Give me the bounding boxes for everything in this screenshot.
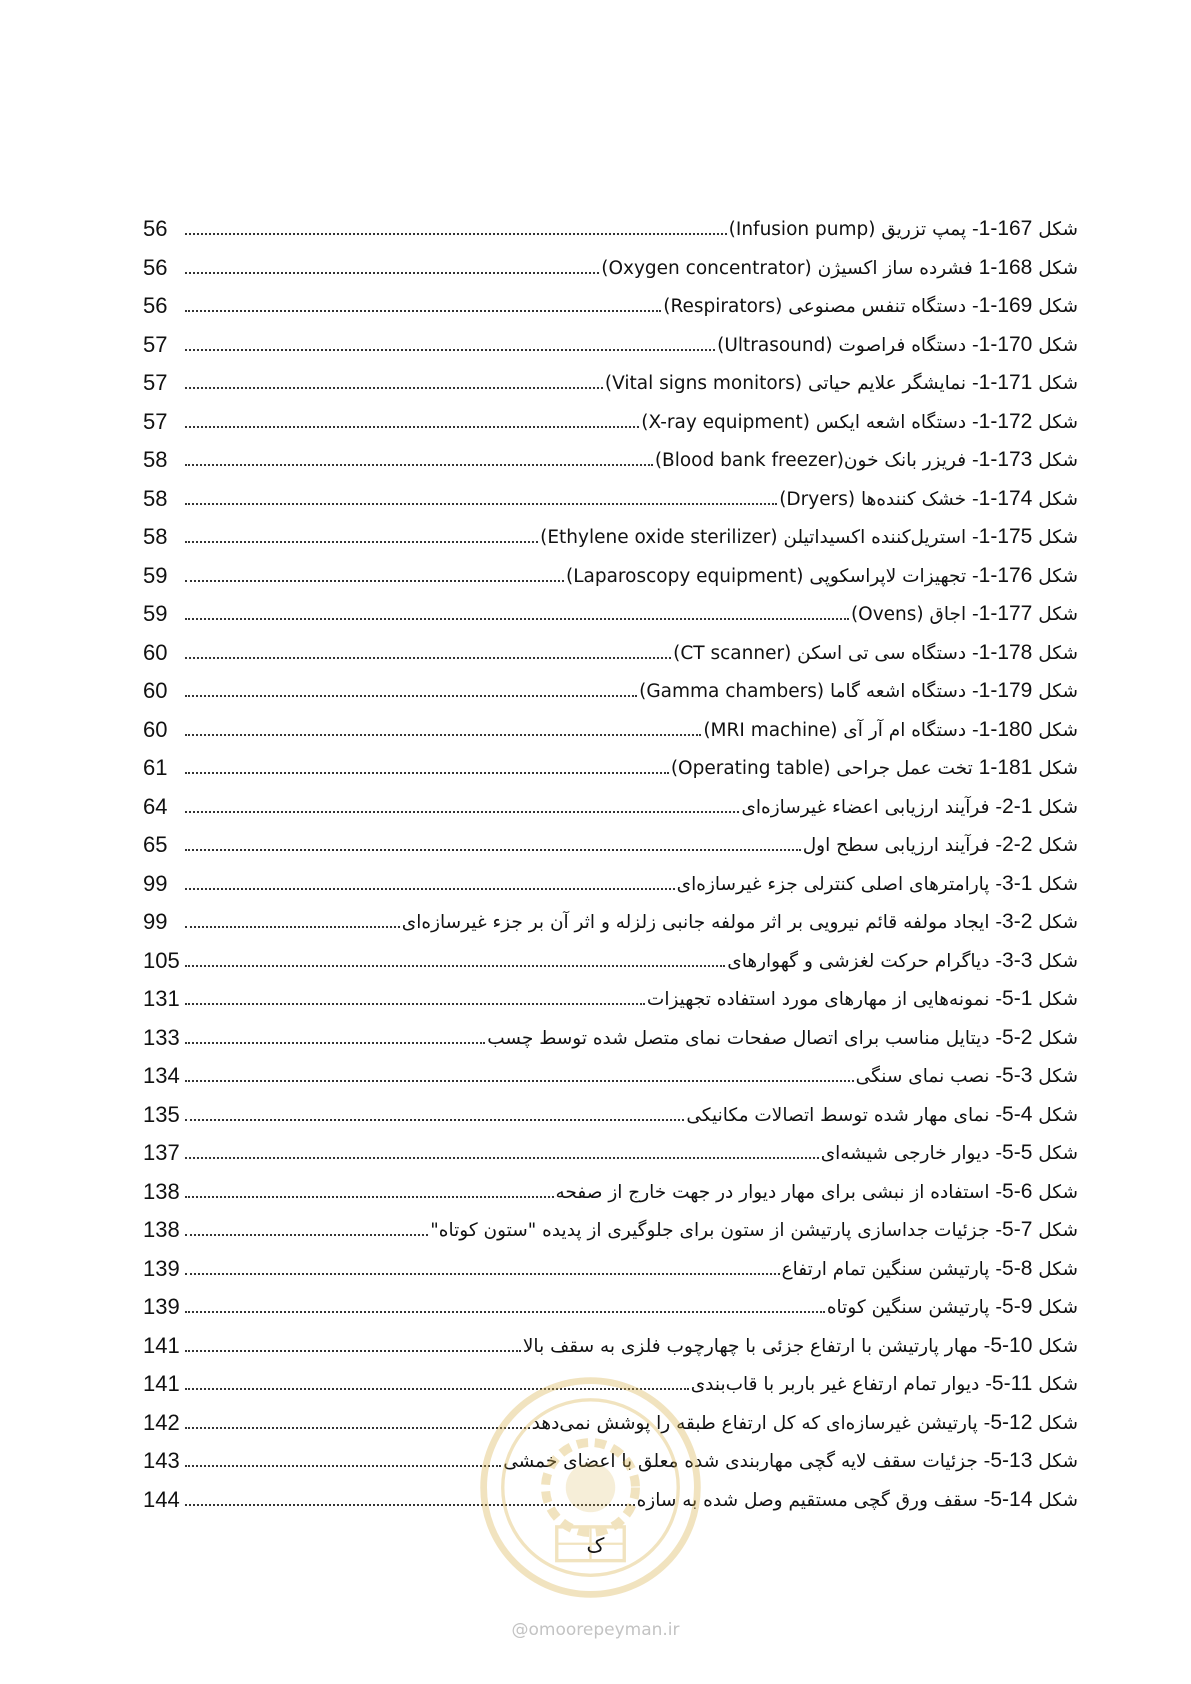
toc-entry[interactable] (143, 1250, 1078, 1289)
toc-entry-label: شکل (1038, 1374, 1078, 1396)
toc-entry-title (741, 795, 1078, 819)
toc-figure-number: 5-4 (1002, 1102, 1033, 1126)
toc-entry-text: - سقف ورق گچی مستقیم وصل شده به سازه (636, 1489, 991, 1511)
toc-figure-number: 5-11 (991, 1372, 1033, 1396)
toc-entry-text: - پارامترهای اصلی کنترلی جزء غیرسازه‌ای (676, 873, 1003, 895)
toc-figure-number: 1-172 (978, 409, 1033, 433)
toc-page-number: 139 (143, 1255, 180, 1281)
dot-leader (185, 1119, 684, 1121)
dot-leader (185, 1003, 645, 1005)
toc-figure-number: 1-178 (978, 640, 1033, 664)
toc-entry[interactable] (143, 1211, 1078, 1250)
toc-page-number: 133 (143, 1024, 180, 1050)
toc-entry-text: - فرآیند ارزیابی اعضاء غیرسازه‌ای (741, 796, 1003, 818)
toc-entry-title (782, 1257, 1078, 1281)
toc-entry-label: شکل (1038, 719, 1078, 741)
dot-leader (185, 695, 637, 697)
toc-entry[interactable] (143, 364, 1078, 403)
toc-page-number: 56 (143, 254, 168, 280)
toc-entry-label: شکل (1038, 642, 1078, 664)
toc-entry-title (487, 1026, 1078, 1050)
toc-entry-text: - پارتیشن سنگین تمام ارتفاع (781, 1258, 1003, 1280)
toc-entry-text: - اجاق (Ovens) (850, 604, 979, 626)
toc-entry[interactable] (143, 557, 1078, 596)
toc-figure-number: 5-2 (1002, 1025, 1033, 1049)
toc-entry-label: شکل (1038, 1451, 1078, 1473)
toc-entry-title (566, 564, 1078, 588)
toc-page-number: 105 (143, 947, 180, 973)
dot-leader (185, 926, 400, 928)
page-number: ک (586, 1533, 605, 1557)
dot-leader (185, 349, 715, 351)
toc-figure-number: 5-9 (1002, 1295, 1033, 1319)
toc-entry-label: شکل (1038, 989, 1078, 1011)
toc-entry[interactable] (143, 1019, 1078, 1058)
toc-page-number: 139 (143, 1294, 180, 1320)
toc-entry-title (717, 333, 1078, 357)
toc-entry[interactable] (143, 711, 1078, 750)
toc-figure-number: 1-176 (978, 563, 1033, 587)
toc-figure-number: 1-174 (978, 486, 1033, 510)
toc-entry[interactable] (143, 634, 1078, 673)
toc-figure-number: 1-173 (978, 448, 1033, 472)
toc-entry-label: شکل (1038, 334, 1078, 356)
toc-entry-title (779, 487, 1078, 511)
toc-entry-title (641, 410, 1078, 434)
toc-entry-label: شکل (1038, 1220, 1078, 1242)
toc-entry-label: شکل (1038, 912, 1078, 934)
toc-entry-text: - دستگاه اشعه ایکس (X-ray equipment) (641, 411, 979, 433)
toc-entry-text: - دیتایل مناسب برای اتصال صفحات نمای متصل شده توسط چسب (487, 1027, 1003, 1049)
toc-entry-label: شکل (1038, 873, 1078, 895)
toc-page-number: 60 (143, 639, 168, 665)
toc-entry-text: - دستگاه اشعه گاما (Gamma chambers) (639, 681, 979, 703)
dot-leader (185, 426, 639, 428)
toc-page-number: 59 (143, 562, 168, 588)
toc-entry-title (673, 641, 1078, 665)
toc-page-number: 57 (143, 331, 168, 357)
toc-entry-label: شکل (1038, 373, 1078, 395)
toc-figure-number: 5-1 (1002, 987, 1033, 1011)
dot-leader (185, 272, 599, 274)
toc-entry-text: فشرده ساز اکسیژن (Oxygen concentrator) (601, 257, 979, 279)
toc-entry-title (556, 1180, 1078, 1204)
toc-figure-number: 5-7 (1002, 1218, 1033, 1242)
toc-entry[interactable] (143, 826, 1078, 865)
toc-figure-number: 5-13 (990, 1449, 1033, 1473)
toc-entry-title (402, 910, 1078, 934)
dot-leader (185, 1273, 780, 1275)
toc-entry-text: - استریل‌کننده اکسیداتیلن (Ethylene oxide sterilizer) (540, 527, 979, 549)
toc-entry[interactable] (143, 980, 1078, 1019)
toc-entry-label: شکل (1038, 1297, 1078, 1319)
toc-entry-title (856, 1064, 1078, 1088)
toc-entry[interactable] (143, 595, 1078, 634)
toc-page-number: 138 (143, 1178, 180, 1204)
toc-entry-text: - دستگاه فراصوت (Ultrasound) (717, 334, 979, 356)
toc-entry-label: شکل (1038, 1143, 1078, 1165)
dot-leader (185, 734, 701, 736)
toc-entry[interactable] (143, 1327, 1078, 1366)
toc-entry-label: شکل (1038, 1335, 1078, 1357)
toc-entry[interactable] (143, 287, 1078, 326)
toc-page-number: 57 (143, 408, 168, 434)
toc-figure-number: 3-1 (1002, 871, 1033, 895)
toc-page-number: 137 (143, 1140, 180, 1166)
toc-page-number: 144 (143, 1486, 180, 1512)
dot-leader (185, 811, 739, 813)
toc-entry-title (663, 294, 1078, 318)
toc-page-number: 64 (143, 793, 168, 819)
toc-entry-title (821, 1141, 1078, 1165)
toc-entry-title (647, 987, 1078, 1011)
toc-page-number: 60 (143, 678, 168, 704)
toc-entry-title (727, 949, 1078, 973)
toc-figure-number: 5-14 (990, 1487, 1033, 1511)
dot-leader (185, 1196, 554, 1198)
toc-figure-number: 1-177 (978, 602, 1033, 626)
dot-leader (185, 849, 801, 851)
toc-entry-text: - دیوار تمام ارتفاع غیر باربر با قاب‌بندی (690, 1374, 992, 1396)
toc-entry-title (827, 1295, 1078, 1319)
toc-entry[interactable] (143, 672, 1078, 711)
toc-page-number: 59 (143, 601, 168, 627)
toc-entry-text: - فرآیند ارزیابی سطح اول (802, 835, 1003, 857)
toc-page-number: 57 (143, 370, 168, 396)
toc-entry-label: شکل (1038, 604, 1078, 626)
toc-entry-text: - نمای مهار شده توسط اتصالات مکانیکی (686, 1104, 1003, 1126)
dot-leader (185, 888, 675, 890)
toc-entry-text: - استفاده از نبشی برای مهار دیوار در جهت خارج از صفحه (555, 1181, 1003, 1203)
toc-page-number: 134 (143, 1063, 180, 1089)
dot-leader (185, 387, 603, 389)
toc-page-number: 135 (143, 1101, 180, 1127)
toc-entry-text: - دیوار خارجی شیشه‌ای (820, 1143, 1003, 1165)
toc-entry-title (523, 1334, 1078, 1358)
toc-entry-label: شکل (1038, 1489, 1078, 1511)
toc-entry-text: - نمونه‌هایی از مهارهای مورد استفاده تجهیزات (646, 989, 1003, 1011)
toc-entry-text: - ایجاد مولفه قائم نیرویی بر اثر مولفه جانبی زلزله و اثر آن بر جزء غیرسازه‌ای (401, 912, 1003, 934)
toc-entry[interactable] (143, 749, 1078, 788)
toc-figure-number: 1-170 (978, 332, 1033, 356)
toc-entry-title (691, 1372, 1078, 1396)
toc-entry-text: - فریزر بانک خون(Blood bank freezer) (654, 450, 979, 472)
toc-entry-text: - تجهیزات لاپراسکوپی (Laparoscopy equipment) (565, 565, 979, 587)
toc-entry-label: شکل (1038, 1066, 1078, 1088)
toc-entry-label: شکل (1038, 450, 1078, 472)
toc-page-number: 141 (143, 1371, 180, 1397)
toc-entry-label: شکل (1038, 565, 1078, 587)
toc-entry-label: شکل (1038, 527, 1078, 549)
toc-entry-label: شکل (1038, 835, 1078, 857)
toc-entry-title (601, 256, 1078, 280)
toc-figure-number: 5-5 (1002, 1141, 1033, 1165)
toc-entry-text: - دیاگرام حرکت لغزشی و گهوارهای (727, 950, 1003, 972)
toc-entry[interactable] (143, 1096, 1078, 1135)
toc-figure-number: 1-181 (978, 756, 1033, 780)
dot-leader (185, 310, 661, 312)
toc-entry-title (605, 371, 1078, 395)
dot-leader (185, 618, 849, 620)
toc-page-number: 56 (143, 293, 168, 319)
toc-entry-text: - پارتیشن سنگین کوتاه (826, 1297, 1003, 1319)
toc-figure-number: 1-179 (978, 679, 1033, 703)
table-of-figures (143, 210, 1078, 1519)
toc-entry-title (686, 1103, 1078, 1127)
toc-entry-title (703, 718, 1078, 742)
toc-page-number: 141 (143, 1332, 180, 1358)
toc-entry-label: شکل (1038, 1258, 1078, 1280)
toc-entry-label: شکل (1038, 796, 1078, 818)
toc-page-number: 131 (143, 986, 180, 1012)
toc-figure-number: 5-12 (990, 1410, 1033, 1434)
toc-entry-title (677, 872, 1078, 896)
toc-entry-label: شکل (1038, 1027, 1078, 1049)
toc-page-number: 65 (143, 832, 168, 858)
toc-entry-label: شکل (1038, 219, 1078, 241)
toc-entry-text: - دستگاه سی تی اسکن (CT scanner) (673, 642, 979, 664)
toc-entry-title (671, 756, 1078, 780)
toc-entry[interactable] (143, 326, 1078, 365)
dot-leader (185, 464, 653, 466)
toc-figure-number: 1-167 (978, 217, 1033, 241)
toc-entry-text: - نصب نمای سنگی (855, 1066, 1003, 1088)
watermark-url: @omoorepeyman.ir (511, 1620, 680, 1640)
toc-entry-label: شکل (1038, 1104, 1078, 1126)
toc-figure-number: 5-10 (990, 1333, 1033, 1357)
dot-leader (185, 503, 777, 505)
toc-figure-number: 1-171 (978, 371, 1033, 395)
toc-entry-label: شکل (1038, 681, 1078, 703)
toc-entry[interactable] (143, 441, 1078, 480)
toc-entry-label: شکل (1038, 1181, 1078, 1203)
toc-figure-number: 1-180 (978, 717, 1033, 741)
toc-entry[interactable] (143, 518, 1078, 557)
toc-figure-number: 3-3 (1002, 948, 1033, 972)
toc-entry-label: شکل (1038, 1412, 1078, 1434)
toc-figure-number: 1-169 (978, 294, 1033, 318)
dot-leader (185, 1080, 854, 1082)
toc-entry[interactable] (143, 788, 1078, 827)
toc-entry-label: شکل (1038, 411, 1078, 433)
toc-page-number: 138 (143, 1217, 180, 1243)
toc-entry-text: - دستگاه ام آر آی (MRI machine) (703, 719, 979, 741)
toc-page-number: 58 (143, 524, 168, 550)
dot-leader (185, 657, 671, 659)
toc-entry-label: شکل (1038, 296, 1078, 318)
toc-figure-number: 1-175 (978, 525, 1033, 549)
toc-entry-title (540, 525, 1078, 549)
toc-page-number: 142 (143, 1409, 180, 1435)
toc-entry-title (655, 448, 1078, 472)
toc-entry[interactable] (143, 1134, 1078, 1173)
toc-entry-title (430, 1218, 1078, 1242)
toc-entry[interactable] (143, 1288, 1078, 1327)
toc-entry-text: - مهار پارتیشن با ارتفاع جزئی با چهارچوب فلزی به سقف بالا (522, 1335, 991, 1357)
toc-entry-text: تخت عمل جراحی (Operating table) (670, 758, 979, 780)
toc-entry[interactable] (143, 942, 1078, 981)
toc-figure-number: 3-2 (1002, 910, 1033, 934)
toc-entry[interactable] (143, 903, 1078, 942)
dot-leader (185, 1234, 428, 1236)
toc-entry-label: شکل (1038, 950, 1078, 972)
toc-page-number: 143 (143, 1448, 180, 1474)
toc-entry-text: - جزئیات سقف لایه گچی مهاربندی شده معلق با اعضای خمشی (503, 1451, 991, 1473)
dot-leader (185, 1350, 521, 1352)
toc-entry-title (803, 833, 1078, 857)
toc-entry-text: - دستگاه تنفس مصنوعی (Respirators) (663, 296, 979, 318)
toc-entry[interactable] (143, 249, 1078, 288)
toc-page-number: 58 (143, 485, 168, 511)
toc-entry-label: شکل (1038, 758, 1078, 780)
toc-entry-title (639, 679, 1078, 703)
toc-entry-text: - پمپ تزریق (Infusion pump) (728, 219, 979, 241)
dot-leader (185, 580, 564, 582)
toc-page-number: 99 (143, 909, 168, 935)
toc-figure-number: 1-168 (978, 255, 1033, 279)
toc-entry-label: شکل (1038, 488, 1078, 510)
dot-leader (185, 1042, 485, 1044)
toc-figure-number: 5-3 (1002, 1064, 1033, 1088)
dot-leader (185, 1311, 825, 1313)
toc-page-number: 60 (143, 716, 168, 742)
toc-page-number: 56 (143, 216, 168, 242)
toc-page-number: 61 (143, 755, 168, 781)
toc-entry[interactable] (143, 210, 1078, 249)
toc-entry[interactable] (143, 480, 1078, 519)
toc-entry[interactable] (143, 403, 1078, 442)
toc-entry-title (729, 217, 1078, 241)
toc-entry-text: - پارتیشن غیرسازه‌ای که کل ارتفاع طبقه را پوشش نمی‌دهد (531, 1412, 991, 1434)
dot-leader (185, 965, 725, 967)
toc-entry[interactable] (143, 865, 1078, 904)
dot-leader (185, 772, 669, 774)
watermark-seal-logo (478, 1375, 703, 1600)
toc-figure-number: 2-2 (1002, 833, 1033, 857)
dot-leader (185, 1157, 819, 1159)
toc-entry-title (851, 602, 1078, 626)
toc-entry[interactable] (143, 1057, 1078, 1096)
dot-leader (185, 541, 538, 543)
toc-figure-number: 2-1 (1002, 794, 1033, 818)
dot-leader (185, 1465, 501, 1467)
toc-entry-text: - جزئیات جداسازی پارتیشن از ستون برای جلوگیری از پدیده "ستون کوتاه" (430, 1220, 1003, 1242)
toc-page-number: 58 (143, 447, 168, 473)
toc-entry-text: - نمایشگر علایم حیاتی (Vital signs monitors) (604, 373, 979, 395)
toc-entry-label: شکل (1038, 257, 1078, 279)
toc-page-number: 99 (143, 870, 168, 896)
toc-entry[interactable] (143, 1173, 1078, 1212)
dot-leader (185, 233, 727, 235)
toc-figure-number: 5-8 (1002, 1256, 1033, 1280)
toc-figure-number: 5-6 (1002, 1179, 1033, 1203)
toc-entry-text: - خشک کننده‌ها (Dryers) (779, 488, 979, 510)
